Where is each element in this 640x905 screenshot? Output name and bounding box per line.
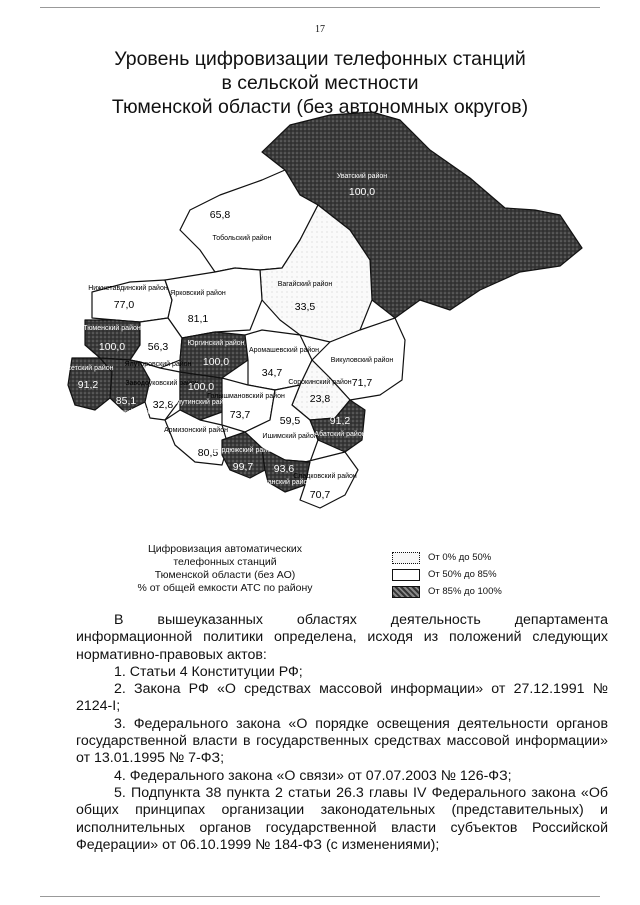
legend-item-low (392, 549, 502, 566)
label-abatsk: Абатский район (314, 431, 366, 438)
value-zavodoukovsk: 32,8 (152, 399, 174, 411)
label-vikulovo: Викуловский район (330, 357, 394, 364)
label-aromashevo: Аромашевский район (248, 347, 320, 354)
legend-item-mid (392, 566, 502, 583)
value-tobolsk: 65,8 (209, 209, 231, 221)
label-berdyuzhye: Бердюжский район (213, 447, 275, 454)
value-nizhnetavda: 77,0 (113, 299, 135, 311)
caption-line-4: % от общей емкости АТС по району (137, 582, 313, 594)
list-item-4: 4. Федерального закона «О связи» от 07.07.2003 № 126-ФЗ; (114, 767, 512, 784)
label-omutinsk: Омутинский район (170, 399, 232, 406)
label-tobolsk: Тобольский район (212, 235, 272, 242)
value-sladkovo: 70,7 (309, 489, 331, 501)
body-text (76, 612, 608, 854)
label-sorokino: Сорокинский район (288, 379, 352, 386)
page-number: 17 (315, 24, 325, 35)
label-nizhnetavda: Нижнетавдинский район (88, 285, 168, 292)
label-sladkovo: Сладковский район (293, 473, 357, 480)
label-vagay: Вагайский район (277, 281, 333, 288)
value-yalutorovsk: 56,3 (147, 341, 169, 353)
label-kazanskoe: Казанский район (256, 479, 312, 486)
value-omutinsk: 100,0 (187, 381, 215, 393)
label-zavodoukovsk: Заводоуковский район (125, 380, 199, 387)
region-yurga (180, 332, 248, 378)
label-ishim: Ишимский район (262, 433, 318, 440)
label-uvat: Уватский район (336, 173, 388, 180)
title-line-2: в сельской местности (221, 72, 419, 94)
paragraph-intro: В вышеуказанных областях деятельность департамента информационной политики определена, исходя из положений следующих нормативно-правовых актов: (76, 612, 608, 663)
legend-label-high: От 85% до 100% (428, 586, 502, 597)
bottom-rule (40, 896, 600, 897)
caption-line-3: Тюменской области (без АО) (154, 569, 296, 581)
value-isetsk: 91,2 (77, 379, 99, 391)
legend-label-low: От 0% до 50% (428, 552, 492, 563)
legend-swatch-high (392, 586, 420, 598)
title-line-1: Уровень цифровизации телефонных станций (114, 48, 526, 70)
region-yarkovo (165, 268, 262, 338)
label-yurga: Юргинский район (187, 340, 245, 347)
value-uporovo: 85,1 (115, 395, 137, 407)
value-armizon: 80,5 (197, 447, 219, 459)
value-vagay: 33,5 (294, 301, 316, 313)
label-yarkovo: Ярковский район (170, 290, 226, 297)
value-tyumen: 100,0 (98, 341, 126, 353)
region-armizon (165, 410, 228, 465)
value-aromashevo: 34,7 (261, 367, 283, 379)
label-isetsk: Исетский район (62, 365, 114, 372)
title-line-3: Тюменской области (без автономных округов) (111, 96, 529, 118)
legend-item-high (392, 583, 502, 600)
value-kazanskoe: 93,6 (273, 463, 295, 475)
label-golyshmanovo: Голышмановский район (207, 393, 285, 400)
value-golyshmanovo: 73,7 (229, 409, 251, 421)
map-caption (100, 543, 350, 595)
list-item-1: 1. Статьи 4 Конституции РФ; (114, 663, 303, 680)
legend-swatch-low (392, 552, 420, 564)
legend-label-mid: От 50% до 85% (428, 569, 497, 580)
list-item-2: 2. Закона РФ «О средствах массовой информации» от 27.12.1991 № 2124-I; (76, 681, 608, 715)
legend-swatch-mid (392, 569, 420, 581)
value-abatsk: 91,2 (329, 415, 351, 427)
map-legend (392, 549, 502, 600)
value-sorokino: 23,8 (309, 393, 331, 405)
value-yarkovo: 81,1 (187, 313, 209, 325)
label-armizon: Армизонский район (164, 427, 228, 434)
label-uporovo: Упоровский район (96, 409, 156, 416)
label-yalutorovsk: Ялуторовский район (124, 361, 192, 368)
caption-line-2: телефонных станций (173, 556, 277, 568)
value-yurga: 100,0 (202, 356, 230, 368)
caption-line-1: Цифровизация автоматических (147, 543, 303, 555)
value-vikulovo: 71,7 (351, 377, 373, 389)
value-berdyuzhye: 99,7 (232, 461, 254, 473)
value-ishim: 59,5 (279, 415, 301, 427)
list-item-5: 5. Подпункта 38 пункта 2 статьи 26.3 главы IV Федерального закона «Об общих принципах организации законодательных (представительных) и исполнительных органов государственной власти субъектов Российской Федерации» от 06.10.1999 № 184-ФЗ (с изменениями); (76, 784, 608, 853)
list-item-3: 3. Федерального закона «О порядке освещения деятельности органов государственной власти в государственных средствах массовой информации» от 13.01.1995 № 7-ФЗ; (76, 715, 608, 767)
value-uvat: 100,0 (348, 186, 376, 198)
label-tyumen: Тюменский район (83, 325, 141, 332)
